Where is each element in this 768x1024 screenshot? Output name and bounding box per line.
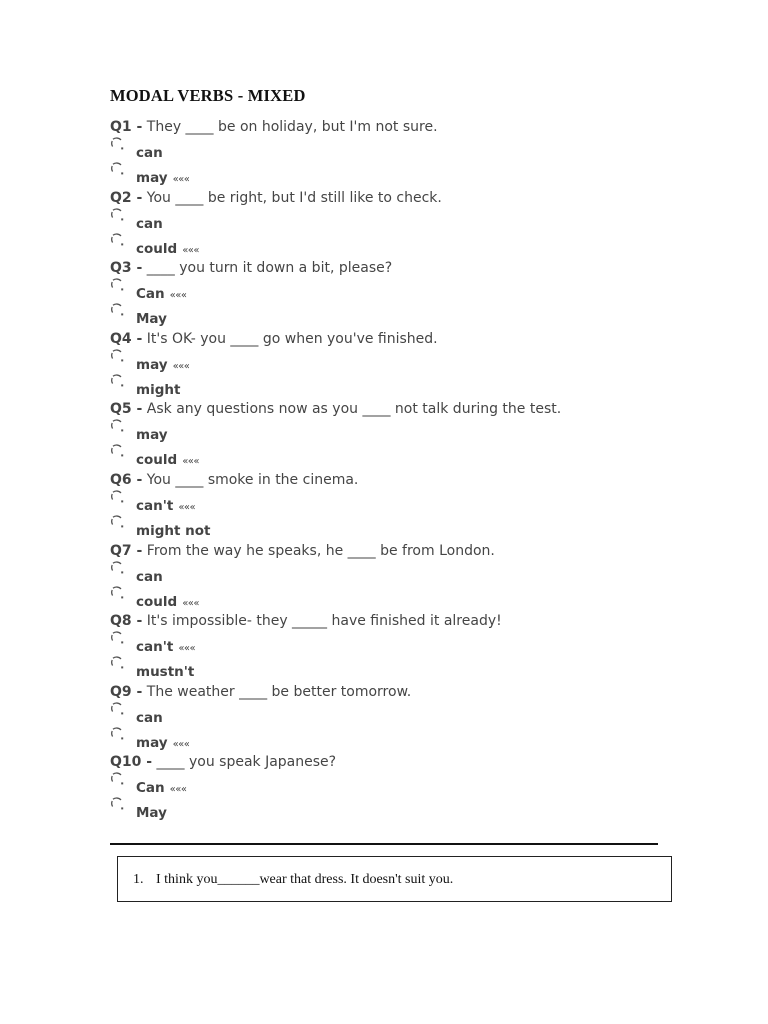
radio-button-icon[interactable]: [110, 303, 124, 317]
radio-button-icon[interactable]: [110, 631, 124, 645]
correct-answer-marker: «««: [169, 290, 187, 302]
page-title: MODAL VERBS - MIXED: [110, 86, 306, 105]
radio-button-icon[interactable]: [110, 137, 124, 151]
question-item: [110, 682, 670, 753]
radio-button-icon[interactable]: [110, 278, 124, 292]
option-text: can: [136, 709, 163, 726]
radio-button-icon[interactable]: [110, 797, 124, 811]
question-number: Q4 -: [110, 330, 143, 347]
option-text: Can: [136, 286, 165, 303]
radio-button-icon[interactable]: [110, 490, 124, 504]
question-item: [110, 752, 670, 823]
question-text: It's OK- you ____ go when you've finished.: [146, 330, 438, 347]
option-label: [136, 637, 195, 659]
question-number: Q6 -: [110, 471, 143, 488]
radio-button-icon[interactable]: [110, 374, 124, 388]
correct-answer-marker: «««: [178, 643, 196, 655]
radio-button-icon[interactable]: [110, 208, 124, 222]
option-label: [136, 284, 187, 306]
correct-answer-marker: «««: [172, 360, 190, 372]
option-label: [136, 380, 180, 400]
option-text: may: [136, 170, 168, 186]
exercise-number: 1.: [133, 872, 144, 887]
option-text: could: [136, 452, 178, 469]
question-text: They ____ be on holiday, but I'm not sure.: [146, 119, 438, 135]
option-text: can: [136, 145, 163, 161]
question-number: Q3 -: [110, 260, 143, 277]
question-text: You ____ be right, but I'd still like to check.: [146, 189, 442, 206]
question-text: It's impossible- they _____ have finished it already!: [146, 613, 502, 630]
question-line: [110, 258, 392, 278]
question-line: [110, 682, 411, 702]
question-number: Q5 -: [110, 401, 143, 418]
correct-answer-marker: «««: [182, 597, 200, 609]
option-label: [136, 521, 210, 541]
option-label: [136, 214, 163, 234]
option-text: can't: [136, 497, 174, 514]
option-label: [136, 496, 195, 518]
option-text: can't: [136, 639, 174, 656]
question-item: [110, 541, 670, 612]
option-label: [136, 662, 194, 682]
radio-button-icon[interactable]: [110, 561, 124, 575]
question-text: From the way he speaks, he ____ be from London.: [146, 542, 495, 559]
option-text: can: [136, 568, 163, 585]
correct-answer-marker: «««: [182, 456, 200, 468]
option-label: [136, 567, 163, 587]
radio-button-icon[interactable]: [110, 444, 124, 458]
option-text: might: [136, 381, 181, 398]
exercise-box: [117, 856, 672, 902]
question-text: The weather ____ be better tomorrow.: [146, 683, 412, 700]
question-line: [110, 541, 495, 561]
question-item: [110, 188, 670, 259]
option-text: can: [136, 215, 163, 232]
option-label: [136, 309, 167, 329]
question-item: [110, 258, 670, 329]
horizontal-rule: [110, 843, 658, 845]
option-text: May: [136, 805, 167, 822]
option-label: [136, 778, 187, 800]
option-text: might not: [136, 522, 211, 539]
question-line: [110, 329, 438, 349]
radio-button-icon[interactable]: [110, 349, 124, 363]
question-number: Q1 -: [110, 119, 143, 135]
option-text: could: [136, 240, 178, 257]
option-label: [136, 803, 167, 823]
option-label: [136, 143, 163, 163]
option-text: mustn't: [136, 664, 195, 681]
correct-answer-marker: «««: [172, 738, 190, 750]
question-item: [110, 399, 670, 470]
question-text: ____ you turn it down a bit, please?: [146, 260, 393, 277]
option-text: May: [136, 311, 167, 328]
question-number: Q7 -: [110, 542, 143, 559]
radio-button-icon[interactable]: [110, 419, 124, 433]
exercise-sentence: I think you______wear that dress. It doesn't suit you.: [156, 872, 454, 887]
option-label: [136, 708, 163, 728]
correct-answer-marker: «««: [169, 784, 187, 796]
radio-button-icon[interactable]: [110, 233, 124, 247]
question-number: Q8 -: [110, 613, 143, 630]
question-line: [110, 117, 438, 137]
option-label: [136, 355, 189, 377]
option-text: Can: [136, 780, 165, 797]
radio-button-icon[interactable]: [110, 162, 124, 176]
radio-button-icon[interactable]: [110, 772, 124, 786]
question-line: [110, 752, 336, 772]
question-number: Q9 -: [110, 683, 143, 700]
correct-answer-marker: «««: [172, 174, 190, 185]
question-line: [110, 399, 561, 419]
option-text: could: [136, 593, 178, 610]
question-item: [110, 470, 670, 541]
question-number: Q10 -: [110, 754, 153, 771]
question-number: Q2 -: [110, 189, 143, 206]
question-text: You ____ smoke in the cinema.: [146, 471, 359, 488]
radio-button-icon[interactable]: [110, 656, 124, 670]
question-item: [110, 329, 670, 400]
question-text: ____ you speak Japanese?: [156, 754, 337, 771]
question-line: [110, 188, 442, 208]
option-text: may: [136, 356, 168, 373]
option-label: [136, 425, 168, 445]
correct-answer-marker: «««: [178, 501, 196, 513]
question-item: [110, 117, 670, 188]
question-list: [110, 117, 670, 823]
question-text: Ask any questions now as you ____ not talk during the test.: [146, 401, 562, 418]
radio-button-icon[interactable]: [110, 702, 124, 716]
radio-button-icon[interactable]: [110, 727, 124, 741]
radio-button-icon[interactable]: [110, 586, 124, 600]
question-item: [110, 611, 670, 682]
radio-button-icon[interactable]: [110, 515, 124, 529]
correct-answer-marker: «««: [182, 244, 200, 256]
question-line: [110, 470, 358, 490]
option-text: may: [136, 734, 168, 751]
option-text: may: [136, 427, 168, 444]
question-line: [110, 611, 502, 631]
